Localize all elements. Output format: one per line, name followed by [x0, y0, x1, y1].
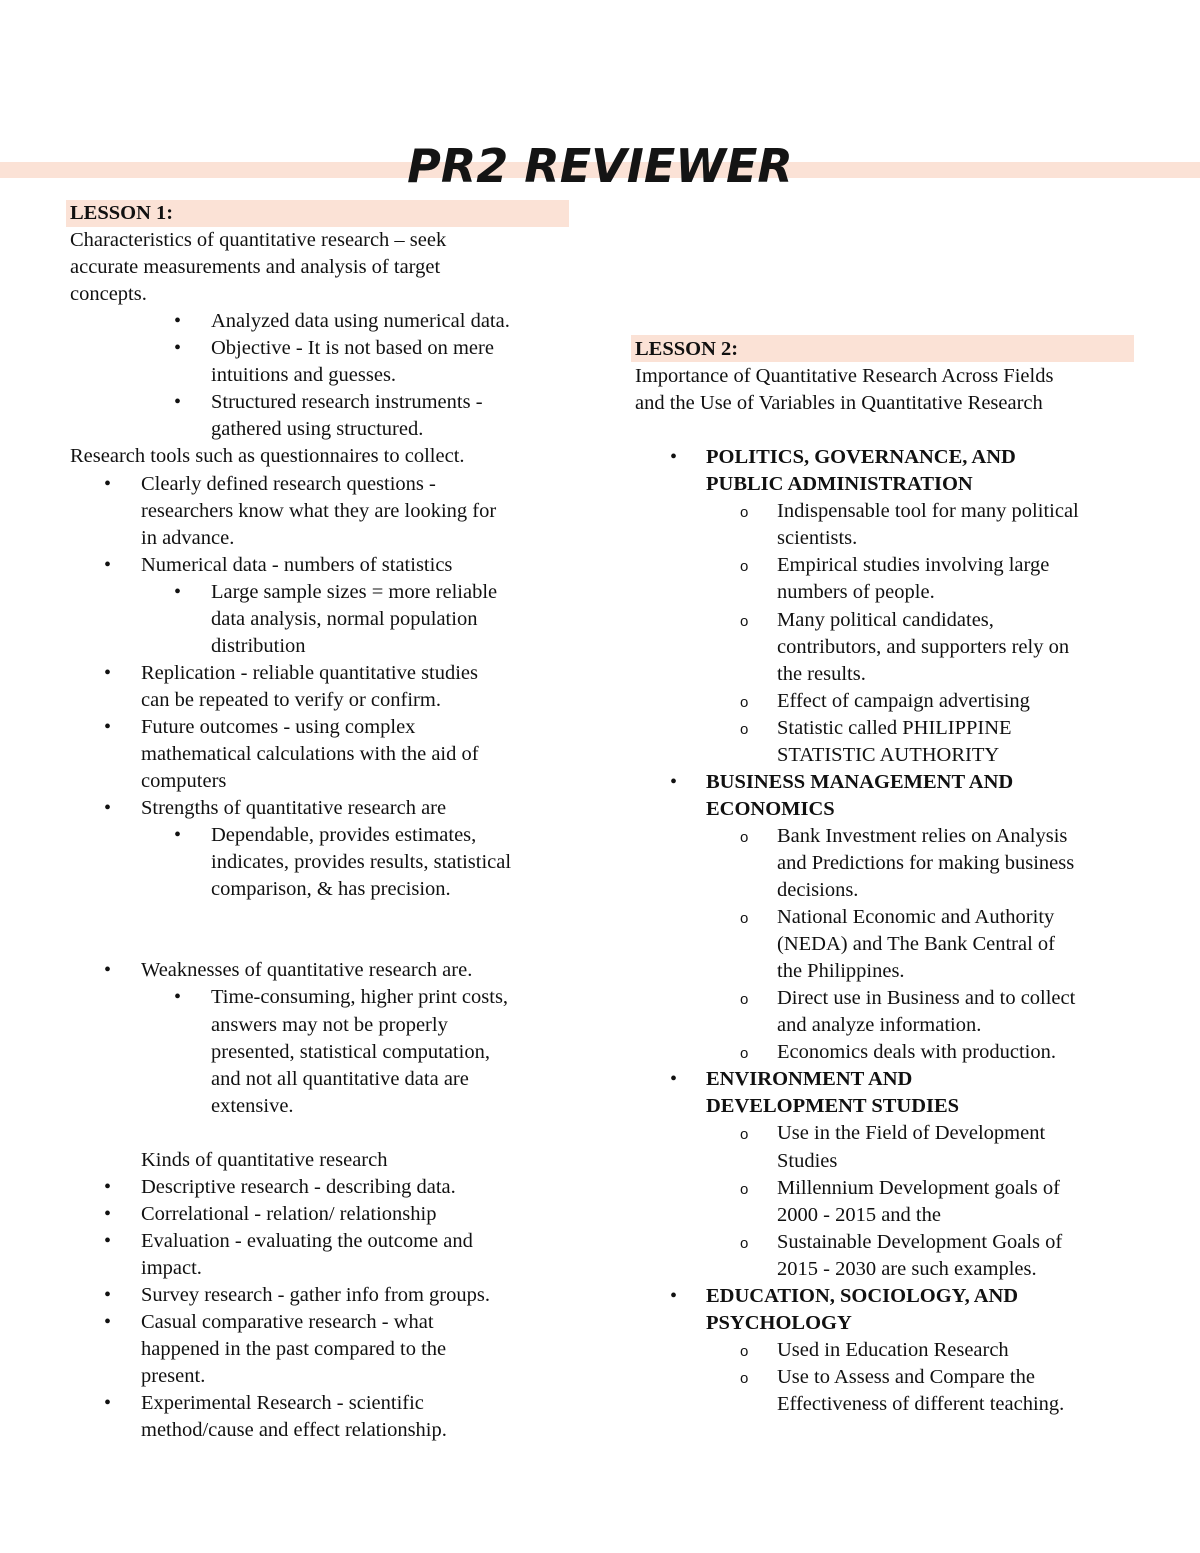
list-item: Strengths of quantitative research are	[141, 797, 447, 820]
list-item: Direct use in Business and to collect	[777, 987, 1076, 1010]
list-item: computers	[141, 770, 227, 793]
lesson2-intro-text: and the Use of Variables in Quantitative Research	[635, 392, 1043, 415]
hollow-bullet-icon: o	[740, 991, 749, 1009]
list-item: intuitions and guesses.	[211, 364, 397, 387]
list-item: extensive.	[211, 1094, 294, 1117]
bullet-icon: •	[104, 715, 112, 738]
list-item: Many political candidates,	[777, 608, 994, 631]
list-item: the results.	[777, 662, 866, 685]
kinds-heading: Kinds of quantitative research	[141, 1148, 388, 1171]
list-item: Millennium Development goals of	[777, 1176, 1060, 1199]
list-item: Evaluation - evaluating the outcome and	[141, 1229, 473, 1252]
bullet-icon: •	[104, 472, 112, 495]
hollow-bullet-icon: o	[740, 828, 749, 846]
hollow-bullet-icon: o	[740, 558, 749, 576]
list-item: answers may not be properly	[211, 1013, 448, 1036]
bullet-icon: •	[174, 824, 182, 847]
list-item: Dependable, provides estimates,	[211, 824, 477, 847]
list-item: scientists.	[777, 527, 858, 550]
list-item: Weaknesses of quantitative research are.	[141, 959, 473, 982]
list-item: comparison, & has precision.	[211, 878, 451, 901]
hollow-bullet-icon: o	[740, 504, 749, 522]
field-heading: BUSINESS MANAGEMENT AND	[706, 770, 1014, 793]
list-item: numbers of people.	[777, 581, 935, 604]
list-item: Future outcomes - using complex	[141, 715, 416, 738]
list-item: present.	[141, 1365, 206, 1388]
field-heading: PUBLIC ADMINISTRATION	[706, 473, 973, 496]
list-item: Descriptive research - describing data.	[141, 1175, 456, 1198]
bullet-icon: •	[104, 1392, 112, 1415]
bullet-icon: •	[670, 1284, 678, 1307]
field-heading: ECONOMICS	[706, 797, 835, 820]
lesson1-intro-text: Characteristics of quantitative research – seek	[70, 229, 447, 252]
list-item: Large sample sizes = more reliable	[211, 580, 498, 603]
list-item: 2000 - 2015 and the	[777, 1203, 941, 1226]
bullet-icon: •	[104, 1284, 112, 1306]
list-item: 2015 - 2030 are such examples.	[777, 1257, 1037, 1280]
lesson1-intro-text: accurate measurements and analysis of target	[70, 256, 441, 279]
list-item: researchers know what they are looking for	[141, 499, 497, 522]
page-title: PR2 REVIEWER	[407, 139, 793, 193]
list-item: distribution	[211, 634, 306, 657]
bullet-icon: •	[104, 553, 112, 576]
list-item: method/cause and effect relationship.	[141, 1419, 447, 1442]
hollow-bullet-icon: o	[740, 1126, 749, 1144]
list-item: Replication - reliable quantitative studies	[141, 661, 479, 684]
field-heading: EDUCATION, SOCIOLOGY, AND	[706, 1284, 1019, 1307]
bullet-icon: •	[104, 1311, 112, 1334]
list-item: Studies	[777, 1149, 838, 1172]
bullet-icon: •	[670, 770, 678, 793]
bullet-icon: •	[104, 959, 112, 982]
list-item: indicates, provides results, statistical	[211, 851, 512, 874]
list-item: and analyze information.	[777, 1014, 982, 1037]
hollow-bullet-icon: o	[740, 1369, 749, 1387]
list-item: Used in Education Research	[777, 1338, 1009, 1361]
hollow-bullet-icon: o	[740, 1342, 749, 1360]
list-item: Correlational - relation/ relationship	[141, 1202, 437, 1225]
list-item: Sustainable Development Goals of	[777, 1230, 1063, 1253]
list-item: presented, statistical computation,	[211, 1040, 490, 1063]
list-item: the Philippines.	[777, 960, 905, 983]
hollow-bullet-icon: o	[740, 910, 749, 928]
list-item: National Economic and Authority	[777, 906, 1055, 929]
list-item: Empirical studies involving large	[777, 554, 1050, 577]
list-item: Objective - It is not based on mere	[211, 337, 494, 360]
hollow-bullet-icon: o	[740, 612, 749, 630]
list-item: Use to Assess and Compare the	[777, 1365, 1035, 1388]
field-heading: ENVIRONMENT AND	[706, 1068, 913, 1091]
hollow-bullet-icon: o	[740, 1045, 749, 1063]
bullet-icon: •	[104, 1229, 112, 1252]
list-item: contributors, and supporters rely on	[777, 635, 1070, 658]
bullet-icon: •	[670, 1068, 678, 1091]
list-item: happened in the past compared to the	[141, 1338, 447, 1361]
list-item: Survey research - gather info from groups.	[141, 1284, 490, 1306]
list-item: in advance.	[141, 526, 235, 549]
lesson2-heading: LESSON 2:	[635, 338, 739, 360]
list-item: Use in the Field of Development	[777, 1122, 1046, 1145]
lesson1-tools-text: Research tools such as questionnaires to collect.	[70, 445, 465, 468]
bullet-icon: •	[174, 986, 182, 1009]
list-item: and not all quantitative data are	[211, 1067, 469, 1090]
lesson1-heading: LESSON 1:	[70, 202, 174, 224]
bullet-icon: •	[104, 797, 112, 820]
bullet-icon: •	[670, 446, 678, 469]
list-item: Time-consuming, higher print costs,	[211, 986, 509, 1009]
bullet-icon: •	[174, 337, 182, 360]
list-item: Statistic called PHILIPPINE	[777, 716, 1012, 739]
list-item: impact.	[141, 1256, 202, 1279]
list-item: Numerical data - numbers of statistics	[141, 553, 453, 576]
bullet-icon: •	[104, 1175, 112, 1198]
lesson2-intro-text: Importance of Quantitative Research Across Fields	[635, 365, 1054, 388]
list-item: Effect of campaign advertising	[777, 689, 1030, 712]
field-heading: POLITICS, GOVERNANCE, AND	[706, 446, 1016, 469]
list-item: and Predictions for making business	[777, 851, 1075, 874]
bullet-icon: •	[174, 580, 182, 603]
field-heading: DEVELOPMENT STUDIES	[706, 1095, 960, 1118]
hollow-bullet-icon: o	[740, 720, 749, 738]
hollow-bullet-icon: o	[740, 693, 749, 711]
bullet-icon: •	[174, 391, 182, 414]
lesson1-intro-text: concepts.	[70, 283, 147, 306]
hollow-bullet-icon: o	[740, 1234, 749, 1252]
list-item: Analyzed data using numerical data.	[211, 310, 510, 333]
list-item: Economics deals with production.	[777, 1041, 1056, 1064]
list-item: decisions.	[777, 879, 859, 901]
list-item: (NEDA) and The Bank Central of	[777, 933, 1056, 956]
list-item: mathematical calculations with the aid of	[141, 743, 479, 765]
list-item: Indispensable tool for many political	[777, 500, 1079, 523]
bullet-icon: •	[104, 661, 112, 684]
bullet-icon: •	[104, 1202, 112, 1225]
list-item: Effectiveness of different teaching.	[777, 1392, 1065, 1415]
list-item: STATISTIC AUTHORITY	[777, 743, 1000, 766]
list-item: Casual comparative research - what	[141, 1311, 434, 1334]
list-item: Clearly defined research questions -	[141, 472, 436, 495]
hollow-bullet-icon: o	[740, 1180, 749, 1198]
list-item: data analysis, normal population	[211, 607, 478, 630]
bullet-icon: •	[174, 310, 182, 333]
list-item: Structured research instruments -	[211, 391, 483, 414]
field-heading: PSYCHOLOGY	[706, 1311, 852, 1334]
list-item: gathered using structured.	[211, 418, 424, 441]
list-item: Experimental Research - scientific	[141, 1392, 424, 1415]
list-item: Bank Investment relies on Analysis	[777, 824, 1068, 847]
list-item: can be repeated to verify or confirm.	[141, 688, 441, 711]
